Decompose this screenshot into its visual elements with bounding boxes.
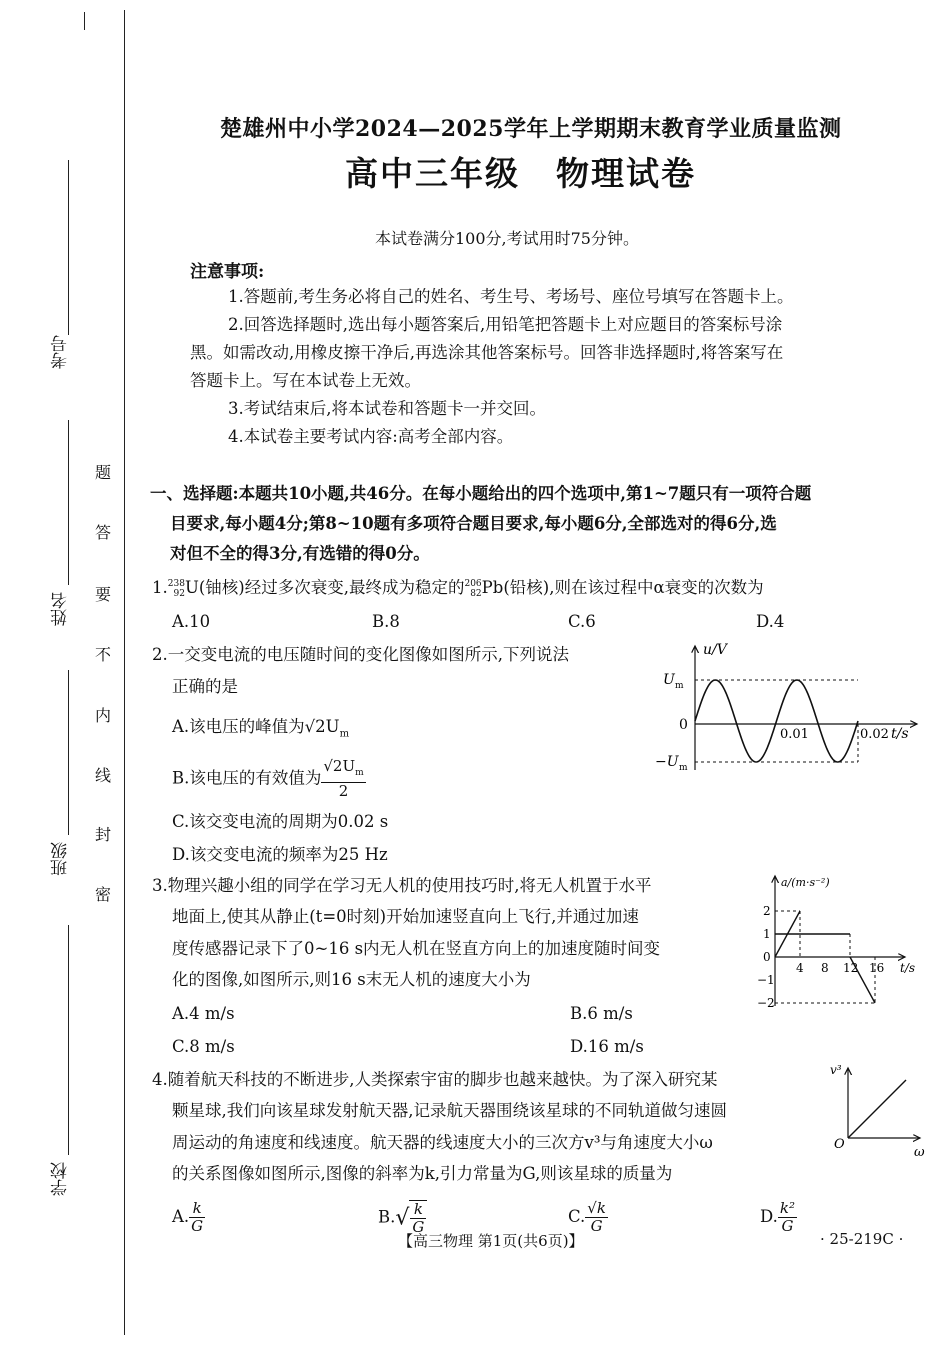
fraction-numerator: √k (587, 1199, 606, 1217)
seal-char: 内 (95, 706, 112, 725)
exam-title-line2 (345, 148, 696, 195)
y-axis-label: v³ (830, 1063, 842, 1077)
tick-y-neg2: −2 (757, 996, 775, 1008)
seal-char: 密 (95, 885, 112, 904)
y-axis-label: u/V (703, 642, 727, 658)
notes-heading: 注意事项: (190, 262, 265, 282)
margin-tick (84, 12, 85, 30)
fraction-denominator: G (191, 1217, 204, 1235)
tick-y-0: 0 (763, 950, 771, 964)
option-label: D. (760, 1207, 778, 1226)
seal-char: 封 (95, 825, 112, 844)
fraction-numerator: k² (779, 1199, 795, 1217)
option-d[interactable] (760, 1200, 797, 1235)
option-d[interactable]: D.4 (756, 612, 785, 631)
fraction (189, 1200, 205, 1235)
origin-label: 0 (679, 717, 688, 733)
section-heading: 对但不全的得3分,有选错的得0分。 (170, 544, 430, 563)
note-item: 4.本试卷主要考试内容:高考全部内容。 (228, 427, 514, 446)
field-name: 姓名 (51, 592, 71, 626)
fraction-denominator: 2 (338, 782, 349, 800)
note-item: 答题卡上。写在本试卷上无效。 (190, 371, 421, 390)
seal-char: 题 (95, 463, 112, 482)
seal-char: 线 (95, 766, 112, 785)
tick-y-neg1: −1 (757, 973, 775, 987)
um-subscript: m (675, 681, 684, 691)
option-a[interactable] (172, 1200, 205, 1235)
tick-x-8: 8 (821, 961, 829, 975)
u-mass-number: 238 (167, 578, 185, 589)
note-item: 1.答题前,考生务必将自己的姓名、考生号、考场号、座位号填写在答题卡上。 (228, 287, 794, 306)
voltage-time-graph (655, 640, 925, 775)
question-number: 1. (152, 578, 168, 597)
section-heading: 目要求,每小题4分;第8~10题有多项符合题目要求,每小题6分,全部选对的得6分,选 (170, 514, 777, 533)
pb-atomic-number: 82 (470, 588, 482, 599)
origin-label: O (834, 1137, 845, 1152)
option-label: A. (172, 1207, 190, 1226)
field-school: 学校 (51, 1162, 71, 1196)
question-3-stem: 度传感器记录下了0~16 s内无人机在竖直方向上的加速度随时间变 (172, 939, 661, 958)
option-c[interactable]: C.6 (568, 612, 596, 631)
fraction-numerator: k (189, 1200, 205, 1218)
question-4-stem: 颗星球,我们向该星球发射航天器,记录航天器围绕该星球的不同轨道做匀速圆 (172, 1101, 727, 1120)
field-class: 班级 (51, 842, 71, 876)
question-3-stem: 3.物理兴趣小组的同学在学习无人机的使用技巧时,将无人机置于水平 (152, 876, 652, 895)
u-atomic-number: 92 (173, 588, 185, 599)
option-a-value: √2U (304, 717, 340, 736)
fraction-denominator: G (590, 1217, 603, 1235)
tick-x-4: 4 (796, 961, 804, 975)
exam-title-line1: 楚雄州中小学2024—2025学年上学期期末教育学业质量监测 (220, 116, 842, 142)
fraction (778, 1200, 797, 1235)
option-a[interactable]: A.10 (172, 612, 211, 631)
exam-number-line[interactable] (68, 160, 69, 335)
option-label: B. (378, 1207, 396, 1227)
class-line[interactable] (68, 670, 69, 835)
option-b[interactable]: B.6 m/s (570, 1004, 633, 1023)
fraction (585, 1200, 608, 1235)
subscript-m: m (355, 768, 364, 778)
option-a-text: A.该电压的峰值为 (172, 717, 305, 736)
fraction-numerator: √2U (323, 757, 356, 775)
page-footer: 【高三物理 第1页(共6页)】 (398, 1232, 584, 1250)
paper-code: · 25-219C · (820, 1230, 904, 1248)
question-4-stem: 的关系图像如图所示,图像的斜率为k,引力常量为G,则该星球的质量为 (172, 1164, 673, 1183)
seal-char: 不 (95, 645, 112, 664)
option-b[interactable] (172, 758, 366, 800)
option-c[interactable]: C.该交变电流的周期为0.02 s (172, 812, 389, 831)
fraction-denominator: G (781, 1217, 794, 1235)
question-2-stem: 正确的是 (172, 677, 238, 696)
question-4-stem: 4.随着航天科技的不断进步,人类探索宇宙的脚步也越来越快。为了深入研究某 (152, 1070, 718, 1089)
seal-char: 要 (95, 585, 112, 604)
question-1 (152, 574, 764, 602)
fraction-denominator: G (412, 1218, 425, 1236)
option-c[interactable]: C.8 m/s (172, 1037, 235, 1056)
tick-x-12: 12 (843, 961, 859, 975)
name-line[interactable] (68, 420, 69, 585)
question-3-stem: 地面上,使其从静止(t=0时刻)开始加速竖直向上飞行,并通过加速 (172, 907, 639, 926)
note-item: 2.回答选择题时,选出每小题答案后,用铅笔把答题卡上对应题目的答案标号涂 (228, 315, 783, 334)
tick-y-2: 2 (763, 904, 771, 918)
field-exam-number: 考号 (51, 335, 71, 369)
pb-mass-number: 206 (464, 578, 482, 589)
x-axis-label: ω (914, 1145, 925, 1160)
neg-um-label: −U (655, 754, 679, 770)
x-axis-label: t/s (891, 726, 909, 742)
option-b-text: B.该电压的有效值为 (172, 768, 322, 788)
acceleration-time-graph (745, 868, 930, 1008)
question-2-stem: 2.一交变电流的电压随时间的变化图像如图所示,下列说法 (152, 645, 569, 664)
grade-label: 高中三年级 (345, 154, 520, 193)
y-axis-label: a/(m·s⁻²) (781, 876, 830, 889)
exam-info: 本试卷满分100分,考试用时75分钟。 (375, 229, 639, 248)
tick-label-0.01: 0.01 (780, 727, 809, 742)
subscript-m: m (339, 728, 350, 740)
fraction-numerator: k (410, 1201, 426, 1219)
x-axis-label: t/s (900, 961, 916, 975)
tick-y-1: 1 (763, 927, 771, 941)
option-a[interactable]: A.4 m/s (172, 1004, 235, 1023)
radical-sign: √ (395, 1205, 410, 1231)
option-a[interactable] (172, 713, 349, 739)
linear-plot-line (848, 1080, 906, 1138)
option-d[interactable]: D.16 m/s (570, 1037, 644, 1056)
note-item: 3.考试结束后,将本试卷和答题卡一并交回。 (228, 399, 546, 418)
option-b[interactable]: B.8 (372, 612, 400, 631)
tick-x-16: 16 (869, 961, 885, 975)
seal-line (124, 10, 125, 1335)
school-line[interactable] (68, 925, 69, 1155)
note-item: 黑。如需改动,用橡皮擦干净后,再选涂其他答案标号。回答非选择题时,将答案写在 (190, 343, 784, 362)
seal-char: 答 (95, 523, 112, 542)
tick-label-0.02: 0.02 (860, 727, 889, 742)
option-label: C. (568, 1207, 586, 1226)
option-d[interactable]: D.该交变电流的频率为25 Hz (172, 845, 388, 864)
subject-label: 物理试卷 (556, 154, 696, 193)
binding-margin (0, 0, 130, 1345)
sine-wave (695, 680, 858, 762)
q1-stem-a: U(铀核)经过多次衰变,最终成为稳定的 (184, 578, 465, 597)
q1-stem-b: Pb(铅核),则在该过程中α衰变的次数为 (481, 578, 764, 597)
fraction (321, 758, 365, 800)
question-4-stem: 周运动的角速度和线速度。航天器的线速度大小的三次方v³与角速度大小ω (172, 1133, 713, 1152)
section-heading: 一、选择题:本题共10小题,共46分。在每小题给出的四个选项中,第1~7题只有一项符合题 (150, 484, 812, 503)
um-label: U (663, 672, 675, 688)
v3-omega-graph (828, 1060, 928, 1160)
question-3-stem: 化的图像,如图所示,则16 s末无人机的速度大小为 (172, 970, 531, 989)
neg-um-subscript: m (679, 763, 688, 773)
